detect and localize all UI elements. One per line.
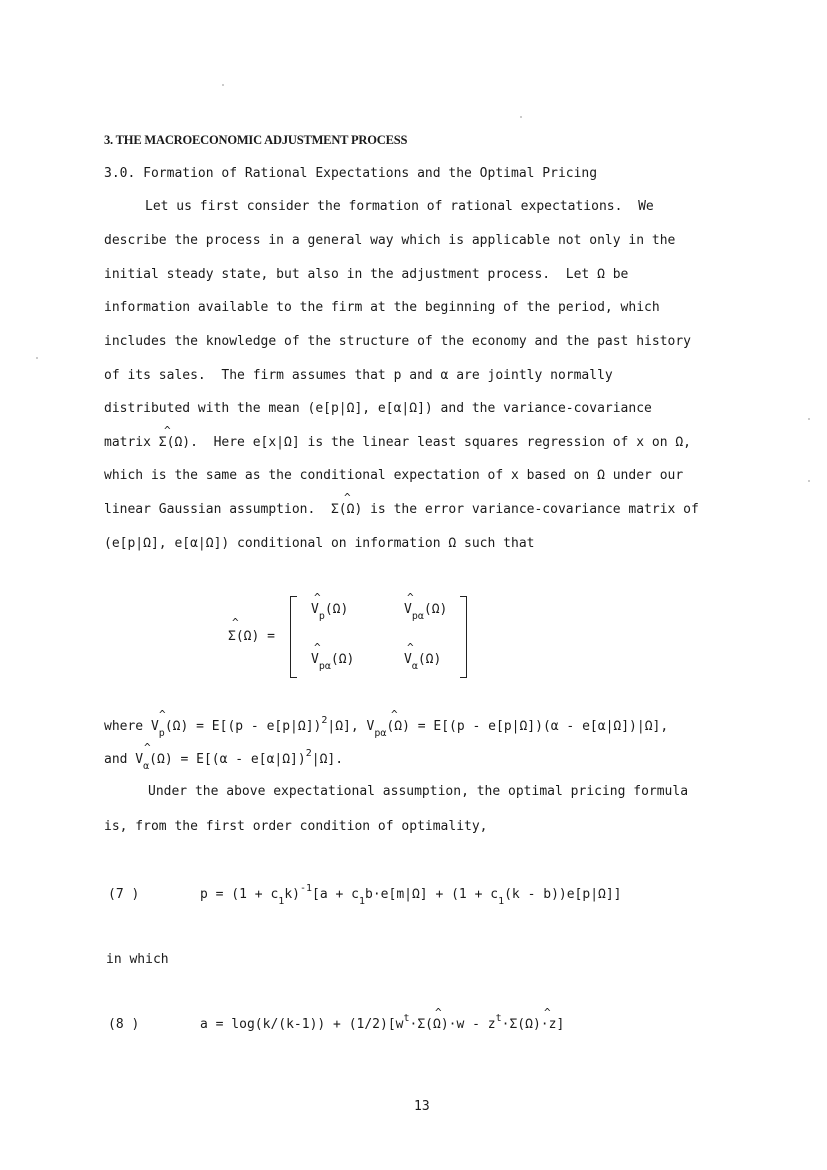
equation-number-7: (7 ) — [108, 887, 140, 902]
hat-mark: ^ — [164, 424, 171, 437]
matrix-entry-r1c1: $V_p(\Omega)$ — [311, 602, 349, 622]
hat-mark: ^ — [344, 491, 351, 504]
scan-speck — [808, 418, 810, 420]
hat-mark: ^ — [407, 591, 414, 604]
scan-speck — [808, 480, 810, 482]
para1-line: which is the same as the conditional expectation of x based on Ω under our — [104, 468, 684, 483]
hat-mark: ^ — [544, 1006, 551, 1019]
equation-8: $a = \log(k/(k-1)) + (1/2)[w^t\cdot\Sigma(\Omega)\cdot w - z^t\cdot\Sigma(\Omega)\cdot z]$ — [200, 1013, 565, 1032]
hat-mark: ^ — [314, 591, 321, 604]
hat-mark: ^ — [232, 616, 239, 629]
scan-speck — [36, 357, 38, 359]
matrix-entry-r1c2: $V_{p\alpha}(\Omega)$ — [404, 602, 448, 622]
in-which-text: in which — [106, 952, 169, 967]
para1-line: matrix Σ(Ω). Here e[x|Ω] is the linear least squares regression of x on Ω, — [104, 435, 691, 450]
para2-line: Under the above expectational assumption, the optimal pricing formula — [148, 784, 689, 799]
para1-line: information available to the firm at the beginning of the period, which — [104, 300, 660, 315]
hat-mark: ^ — [435, 1006, 442, 1019]
matrix-right-bracket — [460, 596, 467, 678]
para1-line: (e[p|Ω], e[α|Ω]) conditional on information Ω such that — [104, 536, 535, 551]
page-number: 13 — [414, 1099, 430, 1114]
para1-line: of its sales. The firm assumes that p and α are jointly normally — [104, 368, 613, 383]
where-line-2: and $V_\alpha(\Omega) = E[(\alpha - e[\alpha|\Omega])^2|\Omega]$. — [104, 748, 344, 772]
hat-mark: ^ — [159, 708, 166, 721]
hat-mark: ^ — [144, 741, 151, 754]
where-line-1: where $V_p(\Omega) = E[(p - e[p|\Omega])^2|\Omega]$, $V_{p\alpha}(\Omega) = E[(p - e[p|\Omega])(\alpha - e[\alpha|\Omega])|\Omega]$, — [104, 715, 669, 739]
para1-line: describe the process in a general way which is applicable not only in the — [104, 233, 676, 248]
subsection-heading: 3.0. Formation of Rational Expectations and the Optimal Pricing — [104, 166, 598, 181]
hat-mark: ^ — [314, 641, 321, 654]
hat-mark: ^ — [391, 708, 398, 721]
equation-7: $p = (1 + c_1k)^{-1}[a + c_1b\cdot e[m|\Omega] + (1 + c_1(k - b))e[p|\Omega]]$ — [200, 883, 622, 907]
equation-number-8: (8 ) — [108, 1017, 140, 1032]
section-heading: 3. THE MACROECONOMIC ADJUSTMENT PROCESS — [104, 133, 408, 147]
para1-line: includes the knowledge of the structure of the economy and the past history — [104, 334, 691, 349]
matrix-entry-r2c1: $V_{p\alpha}(\Omega)$ — [311, 652, 355, 672]
para1-line: distributed with the mean (e[p|Ω], e[α|Ω]) and the variance-covariance — [104, 401, 652, 416]
matrix-left-bracket — [290, 596, 297, 678]
para2-line: is, from the first order condition of optimality, — [104, 819, 488, 834]
scan-speck — [520, 116, 522, 118]
scan-speck — [222, 84, 224, 86]
para1-line: initial steady state, but also in the adjustment process. Let Ω be — [104, 267, 629, 282]
para1-line: linear Gaussian assumption. Σ(Ω) is the error variance-covariance matrix of — [104, 502, 699, 517]
hat-mark: ^ — [407, 641, 414, 654]
matrix-entry-r2c2: $V_\alpha(\Omega)$ — [404, 652, 442, 672]
matrix-lhs: Σ(Ω) = — [228, 629, 275, 644]
para1-line: Let us first consider the formation of rational expectations. We — [145, 199, 654, 214]
